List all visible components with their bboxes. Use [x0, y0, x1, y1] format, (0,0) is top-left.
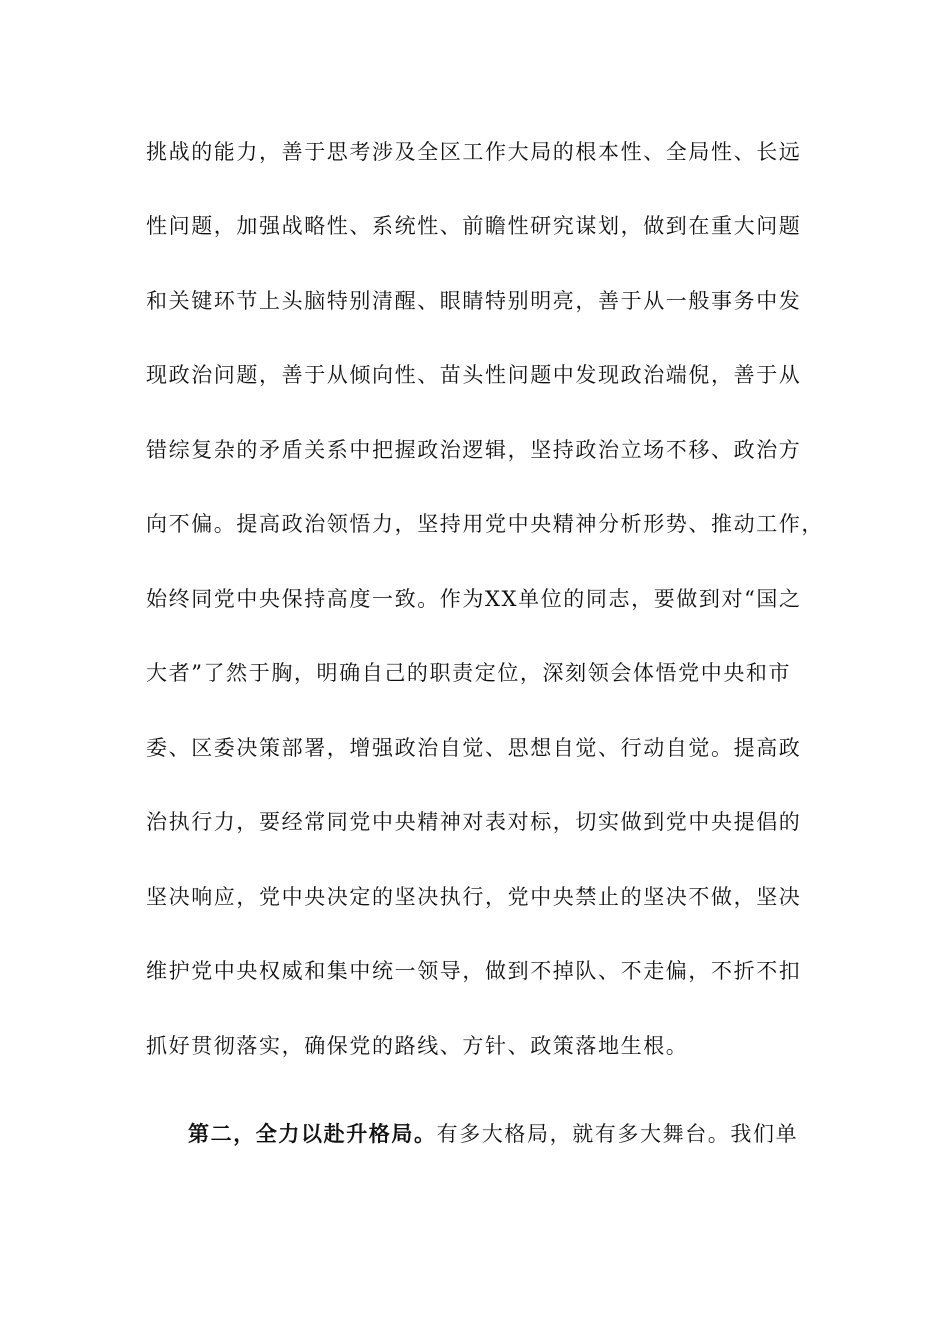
- body-text-line: 向不偏。提高政治领悟力，坚持用党中央精神分析形势、推动工作，: [146, 512, 824, 536]
- body-text-line: 大者”了然于胸，明确自己的职责定位，深刻领会体悟党中央和市: [146, 661, 792, 685]
- body-text-line: 挑战的能力，善于思考涉及全区工作大局的根本性、全局性、长远: [146, 140, 802, 164]
- body-text-line: 和关键环节上头脑特别清醒、眼睛特别明亮，善于从一般事务中发: [146, 289, 802, 313]
- body-text-line: 委、区委决策部署，增强政治自觉、思想自觉、行动自觉。提高政: [146, 736, 802, 760]
- paragraph-line: [188, 1120, 806, 1148]
- body-text-line: 坚决响应，党中央决定的坚决执行，党中央禁止的坚决不做，坚决: [146, 885, 802, 909]
- body-text-line: 始终同党中央保持高度一致。作为XX单位的同志，要做到对“国之: [146, 587, 802, 611]
- body-text-line: 抓好贯彻落实，确保党的路线、方针、政策落地生根。: [146, 1034, 689, 1058]
- section-heading: 第二，全力以赴升格局。: [188, 1121, 437, 1146]
- body-text-line: 性问题，加强战略性、系统性、前瞻性研究谋划，做到在重大问题: [146, 214, 802, 238]
- body-text-line: 现政治问题，善于从倾向性、苗头性问题中发现政治端倪，善于从: [146, 363, 802, 387]
- section-text: 有多大格局，就有多大舞台。我们单: [436, 1122, 799, 1146]
- body-text-line: 错综复杂的矛盾关系中把握政治逻辑，坚持政治立场不移、政治方: [146, 438, 802, 462]
- body-text-line: 维护党中央权威和集中统一领导，做到不掉队、不走偏，不折不扣: [146, 959, 802, 983]
- body-text-line: 治执行力，要经常同党中央精神对表对标，切实做到党中央提倡的: [146, 810, 802, 834]
